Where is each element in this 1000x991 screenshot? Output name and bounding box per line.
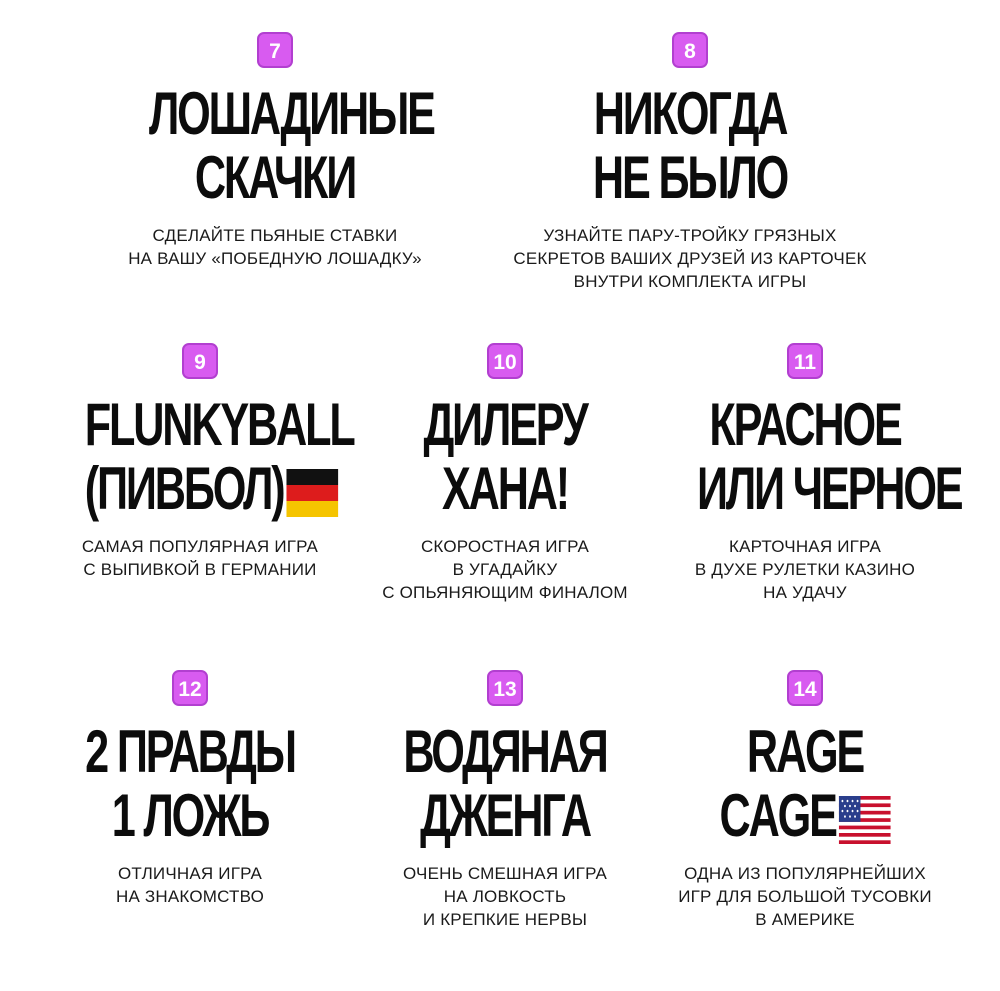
description-line: КАРТОЧНАЯ ИГРА xyxy=(729,537,881,556)
title-text: (ПИВБОЛ) xyxy=(84,455,284,522)
title-line: КРАСНОЕ xyxy=(709,391,901,458)
game-description xyxy=(100,224,450,270)
title-line-with-flag xyxy=(697,784,913,848)
game-title xyxy=(149,80,434,211)
description-line: УЗНАЙТЕ ПАРУ-ТРОЙКУ ГРЯЗНЫХ xyxy=(543,226,837,245)
description-line: С ВЫПИВКОЙ В ГЕРМАНИИ xyxy=(83,560,317,579)
usa-flag-icon xyxy=(839,796,891,844)
description-line: ОЧЕНЬ СМЕШНАЯ ИГРА xyxy=(402,864,608,883)
title-line: 2 ПРАВДЫ xyxy=(85,718,295,785)
game-description xyxy=(40,862,340,908)
title-line: НИКОГДА xyxy=(593,80,787,147)
description-line: В ДУХЕ РУЛЕТКИ КАЗИНО xyxy=(694,560,916,579)
game-description xyxy=(655,535,955,604)
title-line: ДЖЕНГА xyxy=(420,782,590,849)
game-title xyxy=(697,720,913,848)
game-card-14 xyxy=(655,670,955,931)
game-title xyxy=(397,393,613,521)
germany-flag-icon xyxy=(286,469,338,517)
game-description xyxy=(40,535,360,581)
game-description xyxy=(490,224,890,293)
description-line: В АМЕРИКЕ xyxy=(755,910,855,929)
title-line: 1 ЛОЖЬ xyxy=(111,782,269,849)
description-line: ОТЛИЧНАЯ ИГРА xyxy=(117,864,263,883)
title-line: ЛОШАДИНЫЕ xyxy=(149,80,434,147)
game-title xyxy=(82,720,298,848)
number-badge: 13 xyxy=(487,670,523,706)
number-badge: 9 xyxy=(182,343,218,379)
title-line: ВОДЯНАЯ xyxy=(403,718,607,785)
description-line: И КРЕПКИЕ НЕРВЫ xyxy=(422,910,588,929)
title-line-with-flag xyxy=(85,457,315,521)
game-description xyxy=(355,535,655,604)
game-title xyxy=(546,82,834,210)
title-line: ХАНА! xyxy=(442,455,568,522)
number-badge: 10 xyxy=(487,343,523,379)
game-title xyxy=(397,720,613,848)
description-line: ИГР ДЛЯ БОЛЬШОЙ ТУСОВКИ xyxy=(678,887,932,906)
game-description xyxy=(655,862,955,931)
game-card-9 xyxy=(40,343,360,581)
description-line: НА ЗНАКОМСТВО xyxy=(115,887,264,906)
title-line: СКАЧКИ xyxy=(194,144,356,211)
title-line: RAGE xyxy=(746,718,864,785)
description-line: СДЕЛАЙТЕ ПЬЯНЫЕ СТАВКИ xyxy=(152,226,398,245)
description-line: НА УДАЧУ xyxy=(763,583,847,602)
number-badge: 7 xyxy=(257,32,293,68)
game-description xyxy=(355,862,655,931)
game-card-10 xyxy=(355,343,655,604)
title-text: CAGE xyxy=(719,782,836,849)
number-badge: 11 xyxy=(787,343,823,379)
title-line: ИЛИ ЧЕРНОЕ xyxy=(697,455,962,522)
game-card-8 xyxy=(490,32,890,293)
description-line: СЕКРЕТОВ ВАШИХ ДРУЗЕЙ ИЗ КАРТОЧЕК xyxy=(513,249,867,268)
number-badge: 8 xyxy=(672,32,708,68)
description-line: В УГАДАЙКУ xyxy=(452,560,558,579)
title-line: НЕ БЫЛО xyxy=(592,144,788,211)
description-line: СКОРОСТНАЯ ИГРА xyxy=(420,537,590,556)
description-line: С ОПЬЯНЯЮЩИМ ФИНАЛОМ xyxy=(382,583,628,602)
game-card-7 xyxy=(100,32,450,270)
game-card-12 xyxy=(40,670,340,908)
game-title xyxy=(84,391,354,522)
title-line: ДИЛЕРУ xyxy=(423,391,587,458)
number-badge: 12 xyxy=(172,670,208,706)
description-line: ОДНА ИЗ ПОПУЛЯРНЕЙШИХ xyxy=(684,864,926,883)
description-line: НА ЛОВКОСТЬ xyxy=(443,887,567,906)
title-line: FLUNKYBALL xyxy=(84,391,354,458)
game-card-13 xyxy=(355,670,655,931)
game-card-11 xyxy=(655,343,962,604)
description-line: САМАЯ ПОПУЛЯРНАЯ ИГРА xyxy=(81,537,319,556)
number-badge: 14 xyxy=(787,670,823,706)
description-line: ВНУТРИ КОМПЛЕКТА ИГРЫ xyxy=(573,272,807,291)
description-line: НА ВАШУ «ПОБЕДНУЮ ЛОШАДКУ» xyxy=(128,249,422,268)
game-title xyxy=(697,391,962,522)
